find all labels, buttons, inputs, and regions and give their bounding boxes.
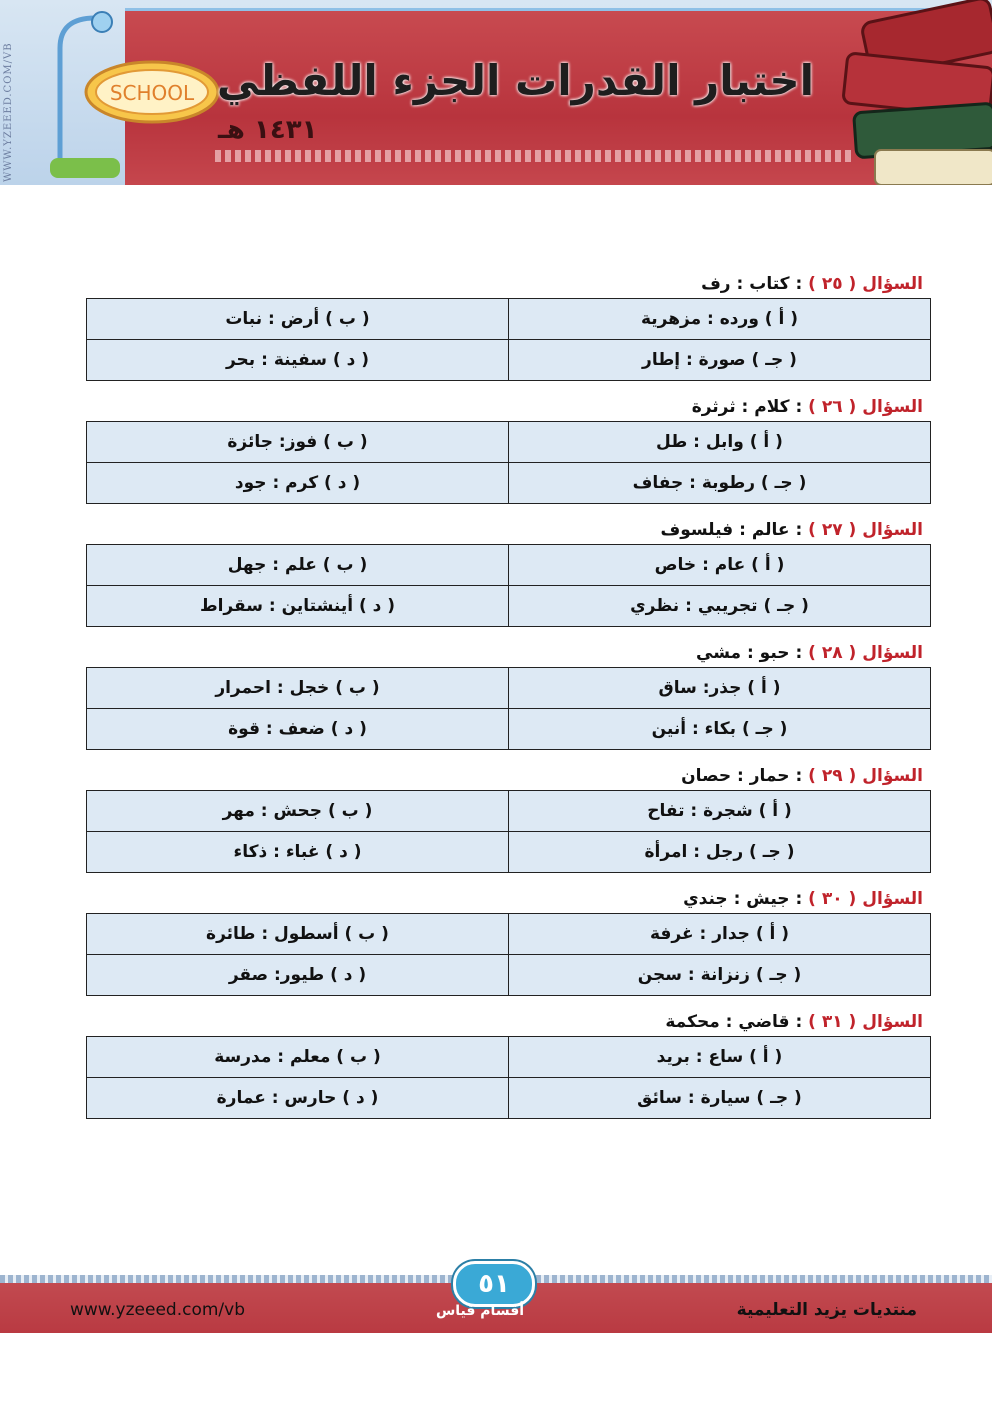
option-b[interactable]: ( ب ) أرض : نبات	[87, 299, 509, 340]
question-block	[86, 885, 931, 996]
question-separator: :	[789, 643, 809, 663]
option-c[interactable]: ( جـ ) بكاء : أنين	[509, 709, 931, 750]
option-c[interactable]: ( جـ ) سيارة : سائق	[509, 1078, 931, 1119]
question-label: السؤال ( ٢٨ )	[808, 643, 923, 663]
question-label: السؤال ( ٢٥ )	[808, 274, 923, 294]
options-table	[86, 421, 931, 504]
option-c[interactable]: ( جـ ) زنزانة : سجن	[509, 955, 931, 996]
options-table	[86, 790, 931, 873]
question-title	[86, 885, 931, 913]
question-label: السؤال ( ٣٠ )	[808, 889, 923, 909]
option-d[interactable]: ( د ) ضعف : قوة	[87, 709, 509, 750]
options-row	[87, 586, 931, 627]
options-row	[87, 955, 931, 996]
question-label: السؤال ( ٢٩ )	[808, 766, 923, 786]
side-url: WWW.YZEEED.COM/VB	[3, 42, 14, 182]
options-row	[87, 1078, 931, 1119]
header-banner	[0, 0, 992, 185]
question-title	[86, 1008, 931, 1036]
option-a[interactable]: ( أ ) جدار : غرفة	[509, 914, 931, 955]
sign-text: SCHOOL	[109, 81, 195, 105]
question-title	[86, 762, 931, 790]
question-label: السؤال ( ٢٦ )	[808, 397, 923, 417]
option-d[interactable]: ( د ) غباء : ذكاء	[87, 832, 509, 873]
option-c[interactable]: ( جـ ) تجريبي : نظري	[509, 586, 931, 627]
question-separator: :	[789, 889, 809, 909]
option-a[interactable]: ( أ ) شجرة : تفاح	[509, 791, 931, 832]
question-stem: قاضي : محكمة	[665, 1012, 790, 1032]
question-title	[86, 393, 931, 421]
option-a[interactable]: ( أ ) ورده : مزهرية	[509, 299, 931, 340]
year-label: ١٤٣١ هـ	[218, 115, 318, 145]
option-b[interactable]: ( ب ) فوز: جائزة	[87, 422, 509, 463]
question-stem: عالم : فيلسوف	[660, 520, 790, 540]
option-a[interactable]: ( أ ) عام : خاص	[509, 545, 931, 586]
question-separator: :	[789, 520, 809, 540]
options-row	[87, 832, 931, 873]
option-c[interactable]: ( جـ ) رجل : امرأة	[509, 832, 931, 873]
question-stem: حمار : حصان	[681, 766, 790, 786]
options-row	[87, 422, 931, 463]
options-row	[87, 668, 931, 709]
question-stem: كلام : ثرثرة	[691, 397, 790, 417]
question-separator: :	[789, 274, 809, 294]
option-d[interactable]: ( د ) كرم : جود	[87, 463, 509, 504]
options-table	[86, 1036, 931, 1119]
options-row	[87, 545, 931, 586]
question-separator: :	[789, 766, 809, 786]
question-block	[86, 762, 931, 873]
question-separator: :	[789, 397, 809, 417]
option-a[interactable]: ( أ ) وابل : طل	[509, 422, 931, 463]
option-a[interactable]: ( أ ) جذر: ساق	[509, 668, 931, 709]
options-row	[87, 791, 931, 832]
question-stem: كتاب : رف	[701, 274, 790, 294]
question-label: السؤال ( ٣١ )	[808, 1012, 923, 1032]
option-b[interactable]: ( ب ) معلم : مدرسة	[87, 1037, 509, 1078]
footer-forum-name: منتديات يزيد التعليمية	[736, 1300, 917, 1320]
option-b[interactable]: ( ب ) أسطول : طائرة	[87, 914, 509, 955]
question-stem: جيش : جندي	[683, 889, 790, 909]
options-table	[86, 298, 931, 381]
options-table	[86, 544, 931, 627]
options-table	[86, 913, 931, 996]
options-table	[86, 667, 931, 750]
footer-section: أقسام قياس	[435, 1303, 525, 1319]
footer-url[interactable]: www.yzeeed.com/vb	[70, 1300, 245, 1320]
banner-wave-decoration	[215, 150, 855, 162]
page-number-badge: ٥١	[453, 1261, 535, 1307]
question-stem: حبو : مشي	[696, 643, 790, 663]
options-row	[87, 463, 931, 504]
option-d[interactable]: ( د ) أينشتاين : سقراط	[87, 586, 509, 627]
question-separator: :	[789, 1012, 809, 1032]
option-b[interactable]: ( ب ) جحش : مهر	[87, 791, 509, 832]
question-block	[86, 270, 931, 381]
lamp-post-icon	[40, 8, 130, 178]
option-d[interactable]: ( د ) حارس : عمارة	[87, 1078, 509, 1119]
question-block	[86, 393, 931, 504]
option-b[interactable]: ( ب ) خجل : احمرار	[87, 668, 509, 709]
option-a[interactable]: ( أ ) ساع : بريد	[509, 1037, 931, 1078]
options-row	[87, 299, 931, 340]
page-title: اختبار القدرات الجزء اللفظي	[216, 56, 814, 105]
option-c[interactable]: ( جـ ) رطوبة : جفاف	[509, 463, 931, 504]
question-title	[86, 270, 931, 298]
question-title	[86, 516, 931, 544]
option-b[interactable]: ( ب ) علم : جهل	[87, 545, 509, 586]
option-d[interactable]: ( د ) سفينة : بحر	[87, 340, 509, 381]
question-block	[86, 516, 931, 627]
question-block	[86, 1008, 931, 1119]
question-label: السؤال ( ٢٧ )	[808, 520, 923, 540]
options-row	[87, 1037, 931, 1078]
options-row	[87, 709, 931, 750]
books-icon	[835, 0, 992, 185]
options-row	[87, 914, 931, 955]
question-title	[86, 639, 931, 667]
question-block	[86, 639, 931, 750]
questions-section	[86, 270, 931, 1131]
options-row	[87, 340, 931, 381]
option-c[interactable]: ( جـ ) صورة : إطار	[509, 340, 931, 381]
option-d[interactable]: ( د ) طيور: صقر	[87, 955, 509, 996]
